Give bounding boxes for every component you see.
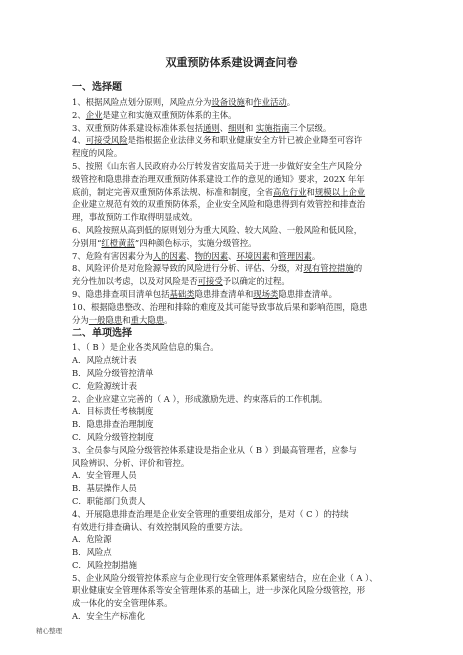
answer-blank: 企业 (85, 109, 103, 120)
question-9: 9、隐患排查项目清单包括基础类隐患排查清单和现场类隐患排查清单。 (72, 288, 337, 299)
answer-blank: 作业活动 (253, 97, 287, 107)
single-choice-3: 3、全员参与风险分级管控体系建设是指企业从（ B ）到最高管理者，应参与 风险辨识、分析、评价和管控。 A．安全管理人员 B．基层操作人员 C．职能部门负责人 (72, 444, 357, 506)
question-4: 4、可接受风险是指根据企业法律义务和职业健康安全方针已被企业降至可容许 程度的风险。 (72, 135, 363, 159)
answer-blank: 管理因素 (278, 250, 312, 261)
single-choice-5: 5、企业风险分级管控体系应与企业现行安全管理体系紧密结合，应在企业（ A ）、 职业健康安全管理体系等安全管理体系的基础上，进一步深化风险分级管控，形 成一体化的安全管理体系。 A．安全生产标准化 (72, 572, 378, 622)
option: C．职能部门负责人 (72, 495, 146, 506)
answer-blank: 基础类 (169, 288, 195, 299)
option: A．目标责任考核制度 (72, 406, 154, 417)
question-3: 3、双重预防体系建设标准体系包括通则、细则和 实施指南三个层级。 (72, 122, 332, 133)
section-heading-single-choice: 二、单项选择 (72, 328, 132, 340)
answer-blank: 人的因素 (152, 250, 187, 261)
single-choice-4: 4、开展隐患排查治理是企业安全管理的重要组成部分，是对（ C ）的持续 有效进行排查确认、有效控制风险的重要方法。 A．危险源 B．风险点 C．风险控制措施 (72, 508, 349, 570)
question-7: 7、危险有害因素分为人的因素、物的因素、环境因素和管理因素。 (72, 250, 321, 261)
answer-blank: 重大隐患 (130, 314, 165, 325)
answer-blank: 规模以上企业 (314, 186, 366, 197)
answer-blank: 设备设施 (211, 97, 245, 107)
answer-blank: 可接受 (197, 276, 223, 287)
question-6: 6、风险按照从高到低的原则划分为重大风险、较大风险、一般风险和低风险， 分别用“红橙黄蓝”四种颜色标示，实施分级管控。 (72, 224, 363, 248)
answer-blank: 细则 (228, 122, 245, 133)
single-choice-1: 1、（ B ）是企业各类风险信息的集合。 A．风险点统计表 B．风险分级管控清单 C．危险源统计表 (72, 342, 219, 391)
option: A．安全管理人员 (72, 470, 137, 481)
answer-blank: 高危行业 (273, 186, 307, 197)
document-title: 双重预防体系建设调查问卷 (165, 56, 298, 69)
option: B．基层操作人员 (72, 483, 137, 494)
answer-blank: 通则 (202, 122, 220, 133)
question-5: 5、按照《山东省人民政府办公厅转发省安监局关于进一步做好安全生产风险分 级管控和隐患排查治理双重预防体系建设工作的意见的通知》要求，202X 年年 底前，制定完善双重预防体系法规、标准和制度，全省高危行业和规模以上企业 企业建立规范有效的双重预防体系，企业安全风险和隐患得到有效管控和排查治 理，事故预防工作取得明显成效。 (72, 160, 366, 223)
option: C．风险分级管控制度 (72, 431, 154, 442)
answer-blank: 一般隐患 (88, 314, 123, 325)
answer-blank: 实施指南 (255, 122, 290, 133)
option: A．危险源 (72, 534, 112, 545)
question-8: 8、风险评价是对危险源导致的风险进行分析、评估、分级，对现有管控措施的 充分性加以考虑，以及对风险是否可接受予以确定的过程。 (72, 263, 363, 287)
questions-body (72, 96, 398, 623)
question-10: 10、根据隐患整改、治理和排除的难度及其可能导致事故后果和影响范围，隐患 分为一般隐患和重大隐患。 (72, 301, 368, 325)
option: A．风险点统计表 (72, 355, 137, 366)
answer-blank: 红橙黄蓝 (101, 237, 135, 248)
page-footer: 精心整理 (36, 627, 62, 635)
option: C．风险控制措施 (72, 559, 138, 570)
option: A．安全生产标准化 (72, 611, 146, 622)
answer-blank: 现场类 (253, 288, 279, 299)
answer-blank: 可接受风险 (85, 135, 128, 146)
question-2: 2、企业是建立和实施双重预防体系的主体。 (72, 109, 237, 120)
option: C．危险源统计表 (72, 380, 138, 391)
answer-blank: 环境因素 (236, 250, 270, 261)
answer-blank: 物的因素 (194, 250, 229, 261)
option: B．隐患排查治理制度 (72, 419, 154, 430)
option: B．风险分级管控清单 (72, 367, 154, 378)
section-heading-choice: 一、选择题 (72, 82, 122, 93)
single-choice-2: 2、企业应建立完善的（ A ），形成激励先进、约束落后的工作机制。 A．目标责任考核制度 B．隐患排查治理制度 C．风险分级管控制度 (72, 393, 328, 442)
answer-blank: 现有管控措施 (303, 263, 354, 274)
option: B．风险点 (72, 547, 112, 558)
question-1: 1、根据风险点划分原则，风险点分为设备设施和作业活动。 (72, 97, 296, 107)
